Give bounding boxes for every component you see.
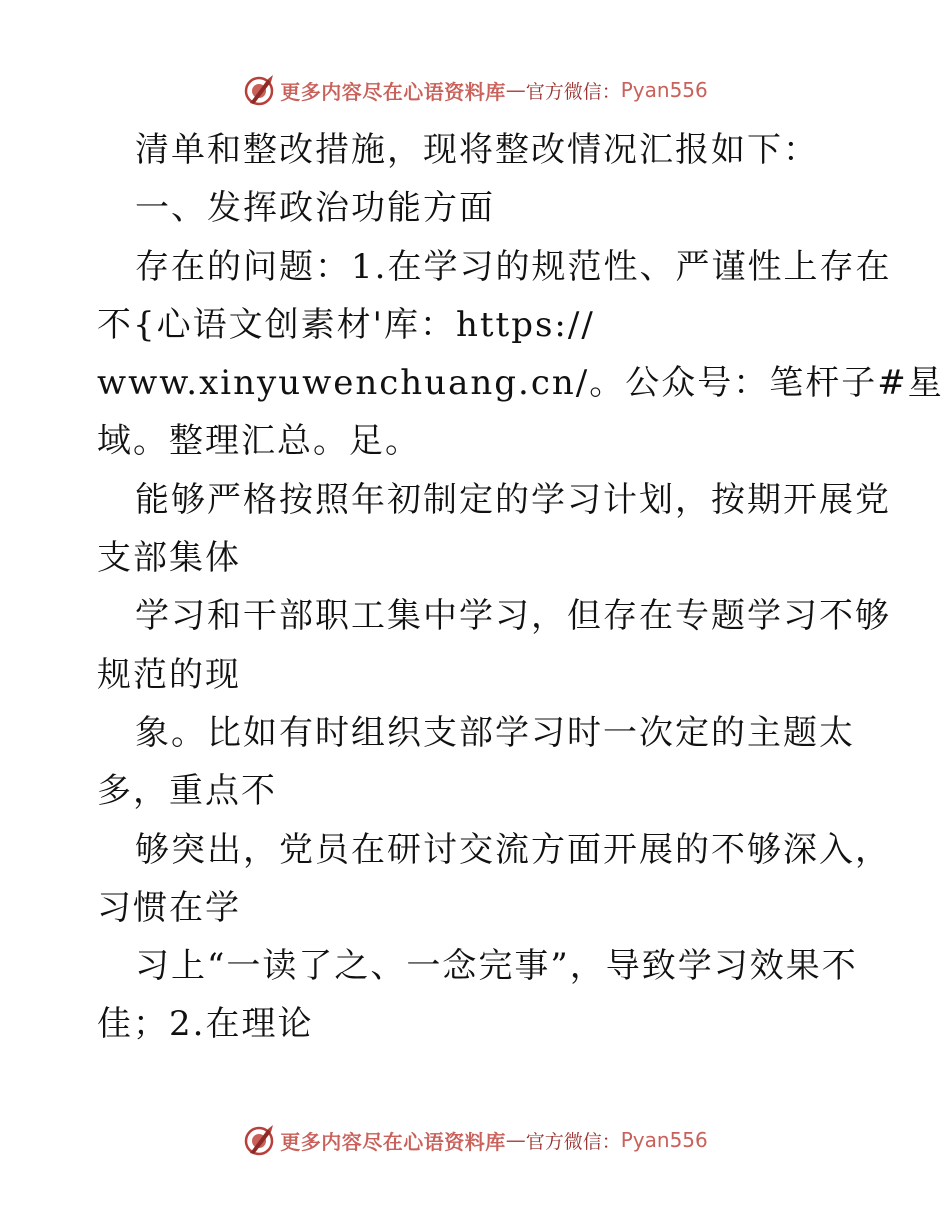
text-line: www.xinyuwenchuang.cn/。公众号：笔杆子#星 [97, 363, 944, 404]
footer-banner [0, 1120, 950, 1160]
text-line: 学习和干部职工集中学习，但存在专题学习不够 [135, 596, 891, 637]
text-line: 存在的问题：1.在学习的规范性、严谨性上存在 [135, 246, 892, 287]
text-line: 能够严格按照年初制定的学习计划，按期开展党 [135, 479, 891, 520]
body-text [97, 121, 944, 1054]
text-line: 够突出，党员在研讨交流方面开展的不够深入， [135, 829, 891, 870]
quill-logo-icon [242, 73, 276, 107]
banner-wechat-label: 官方微信： [525, 1130, 621, 1153]
banner-wechat-label: 官方微信： [525, 80, 621, 103]
text-line: 清单和整改措施，现将整改情况汇报如下： [135, 130, 819, 170]
text-line: 习上“一读了之、一念完事”，导致学习效果不 [135, 946, 858, 987]
text-line: 域。整理汇总。足。 [97, 421, 421, 462]
header-banner [0, 70, 950, 110]
banner-title: 更多内容尽在心语资料库 [280, 1129, 506, 1154]
text-line: 多，重点不 [97, 771, 277, 812]
text-line: 佳；2.在理论 [97, 1004, 314, 1045]
quill-logo-icon [242, 1123, 276, 1157]
banner-wechat-id: Pyan556 [620, 78, 708, 102]
section-heading: 一、发挥政治功能方面 [135, 188, 495, 229]
text-line: 不{心语文创素材'库：https:// [97, 304, 595, 345]
text-line: 象。比如有时组织支部学习时一次定的主题太 [135, 712, 855, 753]
banner-dash: — [505, 1128, 526, 1152]
text-line: 支部集体 [97, 538, 241, 579]
banner-wechat-id: Pyan556 [620, 1128, 708, 1152]
banner-dash: — [505, 78, 526, 102]
text-line: 习惯在学 [97, 887, 241, 928]
text-line: 规范的现 [97, 654, 241, 695]
banner-title: 更多内容尽在心语资料库 [280, 79, 506, 104]
